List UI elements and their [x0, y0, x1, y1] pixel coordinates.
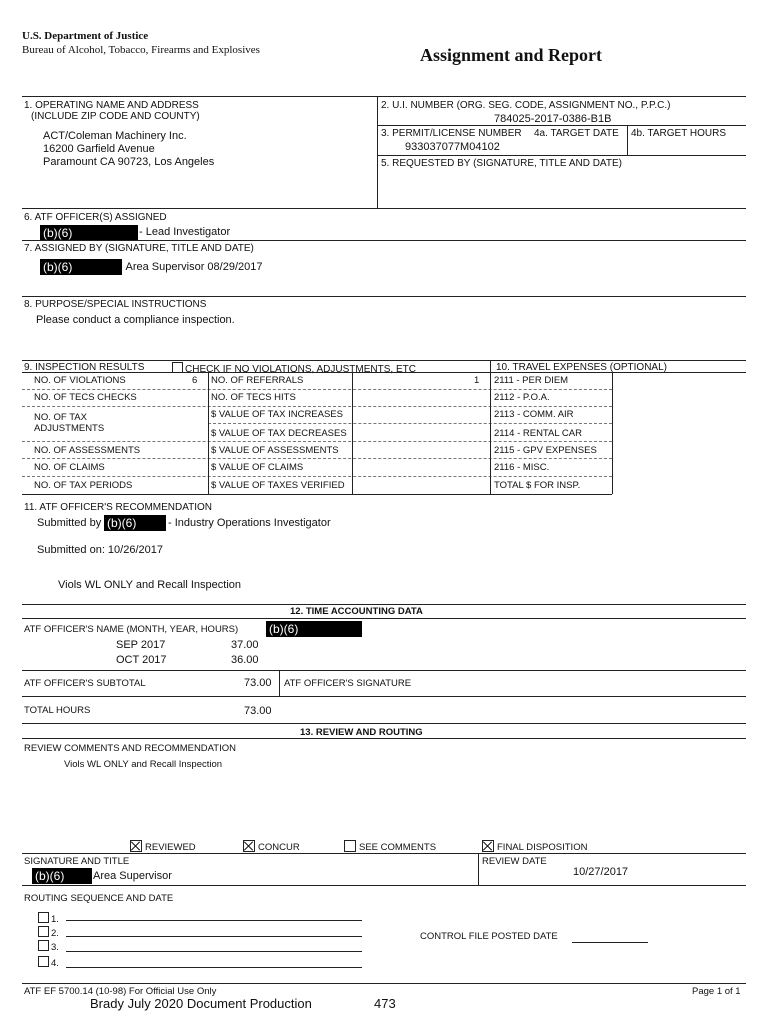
redaction-block: (b)(6) — [40, 259, 122, 275]
routing-item-number: 2. — [51, 928, 59, 939]
redaction-block: (b)(6) — [32, 868, 92, 884]
review-header: 13. REVIEW AND ROUTING — [300, 727, 423, 738]
requested-by-label: 5. REQUESTED BY (SIGNATURE, TITLE AND DATE) — [381, 158, 622, 169]
review-comments-label: REVIEW COMMENTS AND RECOMMENDATION — [24, 743, 236, 754]
officer-name-label: ATF OFFICER'S NAME (MONTH, YEAR, HOURS) — [24, 624, 239, 635]
recommendation-text: Viols WL ONLY and Recall Inspection — [58, 579, 242, 591]
travel-row: TOTAL $ FOR INSP. — [494, 480, 581, 491]
travel-row: 2113 - COMM. AIR — [494, 409, 574, 420]
assessments-label: NO. OF ASSESSMENTS — [34, 445, 141, 456]
submitted-by-label: Submitted by — [37, 517, 102, 529]
form-number: ATF EF 5700.14 (10-98) For Official Use Only — [24, 986, 217, 997]
time-entry-hours: 36.00 — [231, 654, 259, 666]
travel-label: 10. TRAVEL EXPENSES (OPTIONAL) — [496, 362, 667, 373]
target-date-label: 4a. TARGET DATE — [534, 128, 619, 139]
violations-value: 6 — [192, 375, 198, 386]
checkbox-checked-icon — [243, 840, 255, 852]
routing-item-number: 3. — [51, 942, 59, 953]
ui-number-label: 2. U.I. NUMBER (ORG. SEG. CODE, ASSIGNMENT NO., P.P.C.) — [381, 100, 671, 111]
concur-check[interactable] — [243, 840, 300, 853]
routing-item[interactable] — [38, 956, 59, 969]
checkbox-icon — [38, 926, 49, 937]
signature-title-label: SIGNATURE AND TITLE — [24, 856, 130, 867]
submitted-by-role: - Industry Operations Investigator — [168, 517, 331, 529]
ui-number-value: 784025-2017-0386-B1B — [494, 113, 612, 125]
travel-row: 2116 - MISC. — [494, 462, 550, 473]
routing-item[interactable] — [38, 940, 59, 953]
travel-row: 2111 - PER DIEM — [494, 375, 569, 386]
purpose-label: 8. PURPOSE/SPECIAL INSTRUCTIONS — [24, 299, 207, 310]
officers-assigned-label: 6. ATF OFFICER(S) ASSIGNED — [24, 212, 167, 223]
page-number-stamp: 473 — [374, 996, 396, 1011]
tax-adjustments-label: NO. OF TAX ADJUSTMENTS — [34, 412, 105, 434]
final-disposition-label: FINAL DISPOSITION — [497, 842, 588, 853]
review-date-label: REVIEW DATE — [482, 856, 547, 867]
submitted-on: Submitted on: 10/26/2017 — [37, 544, 163, 556]
form-title: Assignment and Report — [420, 45, 603, 65]
assigned-by-value: , Area Supervisor 08/29/2017 — [120, 261, 263, 273]
tax-decreases-label: $ VALUE OF TAX DECREASES — [211, 428, 347, 439]
routing-item-number: 1. — [51, 914, 59, 925]
purpose-value: Please conduct a compliance inspection. — [36, 314, 235, 326]
agency-name: U.S. Department of Justice — [22, 30, 149, 42]
taxes-verified-label: $ VALUE OF TAXES VERIFIED — [211, 480, 345, 491]
assessments-value-label: $ VALUE OF ASSESSMENTS — [211, 445, 339, 456]
concur-label: CONCUR — [258, 842, 300, 853]
see-comments-label: SEE COMMENTS — [359, 842, 437, 853]
checkbox-icon — [38, 956, 49, 967]
claims-value-label: $ VALUE OF CLAIMS — [211, 462, 304, 473]
control-file-label: CONTROL FILE POSTED DATE — [420, 931, 558, 942]
time-accounting-header: 12. TIME ACCOUNTING DATA — [290, 606, 423, 617]
tax-increases-label: $ VALUE OF TAX INCREASES — [211, 409, 343, 420]
travel-row: 2114 - RENTAL CAR — [494, 428, 582, 439]
routing-item-number: 4. — [51, 958, 59, 969]
tecs-checks-label: NO. OF TECS CHECKS — [34, 392, 137, 403]
operating-name: ACT/Coleman Machinery Inc. — [43, 130, 187, 142]
checkbox-checked-icon — [482, 840, 494, 852]
permit-value: 933037077M04102 — [405, 141, 500, 153]
tecs-hits-label: NO. OF TECS HITS — [211, 392, 296, 403]
tax-periods-label: NO. OF TAX PERIODS — [34, 480, 133, 491]
travel-row: 2112 - P.O.A. — [494, 392, 550, 403]
redaction-block: (b)(6) — [104, 515, 166, 531]
operating-sublabel: (INCLUDE ZIP CODE AND COUNTY) — [31, 111, 200, 122]
referrals-value: 1 — [474, 375, 480, 386]
review-comments: Viols WL ONLY and Recall Inspection — [64, 759, 223, 770]
redaction-block: (b)(6) — [40, 225, 138, 241]
lead-investigator-role: - Lead Investigator — [139, 226, 231, 238]
officer-signature-label: ATF OFFICER'S SIGNATURE — [284, 678, 412, 689]
checkbox-checked-icon — [130, 840, 142, 852]
time-entry-month: OCT 2017 — [116, 654, 167, 666]
checkbox-icon — [38, 912, 49, 923]
routing-label: ROUTING SEQUENCE AND DATE — [24, 893, 174, 904]
redaction-block: (b)(6) — [266, 621, 362, 637]
review-date: 10/27/2017 — [573, 866, 629, 878]
routing-item[interactable] — [38, 926, 59, 939]
signer-title: Area Supervisor — [93, 870, 172, 882]
target-hours-label: 4b. TARGET HOURS — [631, 128, 727, 139]
routing-item[interactable] — [38, 912, 59, 925]
no-violations-label: CHECK IF NO VIOLATIONS, ADJUSTMENTS, ETC — [185, 364, 416, 375]
page-indicator: Page 1 of 1 — [692, 986, 741, 997]
operating-label: 1. OPERATING NAME AND ADDRESS — [24, 100, 199, 111]
travel-row: 2115 - GPV EXPENSES — [494, 445, 597, 456]
operating-street: 16200 Garfield Avenue — [43, 143, 155, 155]
permit-label: 3. PERMIT/LICENSE NUMBER — [381, 128, 522, 139]
bureau-name: Bureau of Alcohol, Tobacco, Firearms and Explosives — [22, 44, 260, 56]
production-label: Brady July 2020 Document Production — [90, 996, 312, 1011]
final-disposition-check[interactable] — [482, 840, 587, 853]
subtotal-value: 73.00 — [244, 677, 272, 689]
total-hours-value: 73.00 — [244, 705, 272, 717]
reviewed-label: REVIEWED — [145, 842, 196, 853]
time-entry-month: SEP 2017 — [116, 639, 166, 651]
operating-city: Paramount CA 90723, Los Angeles — [43, 156, 215, 168]
subtotal-label: ATF OFFICER'S SUBTOTAL — [24, 678, 146, 689]
claims-label: NO. OF CLAIMS — [34, 462, 105, 473]
checkbox-icon — [38, 940, 49, 951]
assigned-by-label: 7. ASSIGNED BY (SIGNATURE, TITLE AND DATE) — [24, 243, 254, 254]
see-comments-check[interactable] — [344, 840, 436, 853]
recommendation-label: 11. ATF OFFICER'S RECOMMENDATION — [24, 502, 213, 513]
inspection-results-label: 9. INSPECTION RESULTS — [24, 362, 145, 373]
referrals-label: NO. OF REFERRALS — [211, 375, 304, 386]
reviewed-check[interactable] — [130, 840, 196, 853]
checkbox-icon — [344, 840, 356, 852]
violations-label: NO. OF VIOLATIONS — [34, 375, 126, 386]
time-entry-hours: 37.00 — [231, 639, 259, 651]
total-hours-label: TOTAL HOURS — [24, 705, 91, 716]
